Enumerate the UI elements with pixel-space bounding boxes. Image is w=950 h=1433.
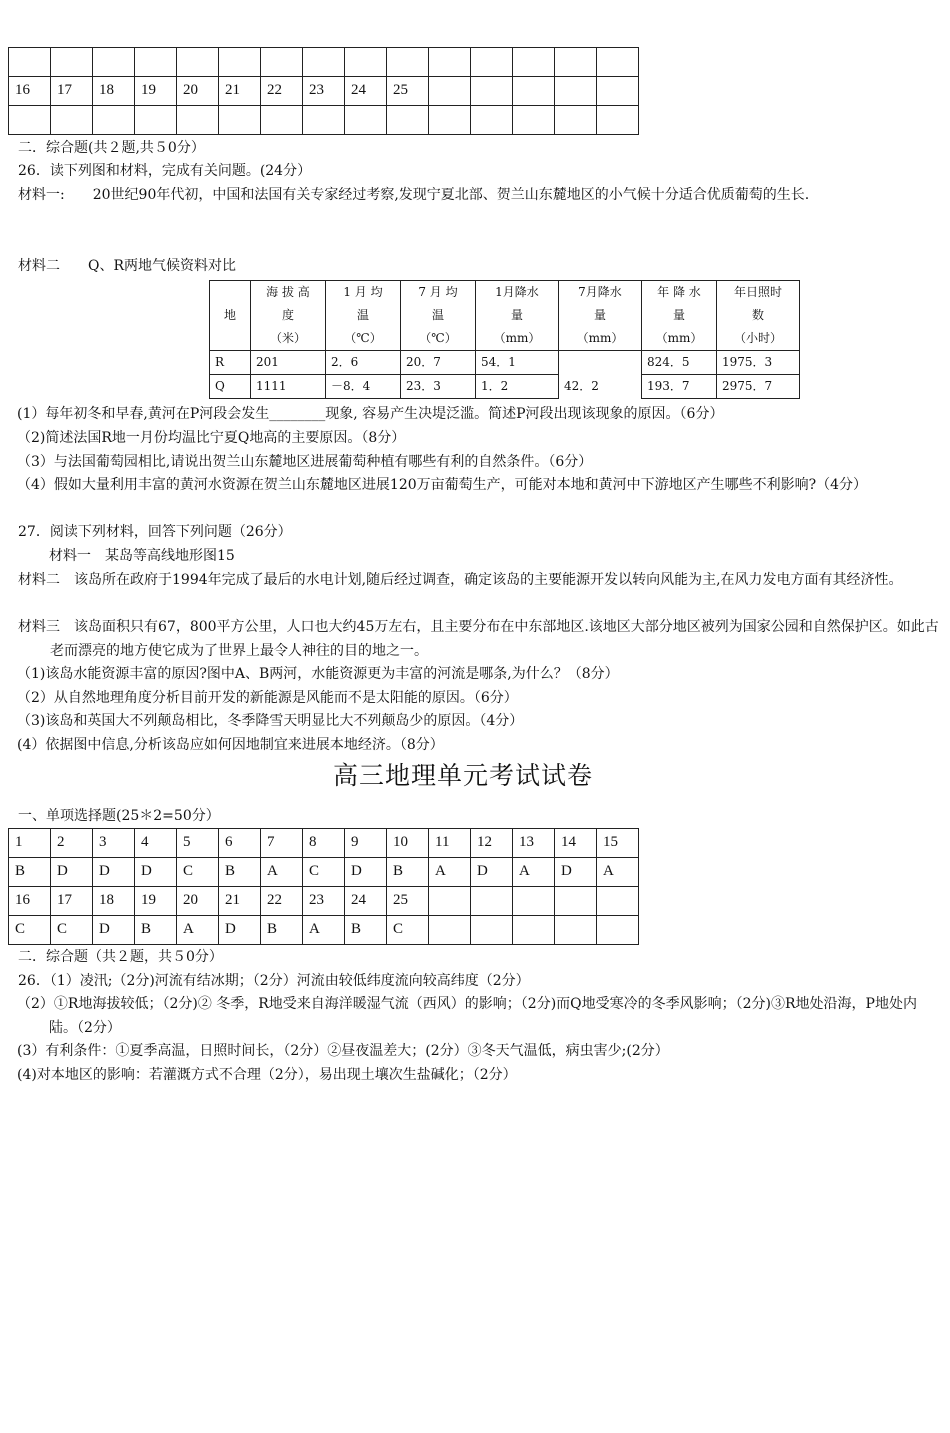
grid-cell: D	[345, 858, 387, 887]
grid-cell	[9, 48, 51, 77]
grid-cell	[597, 916, 639, 945]
grid-row	[9, 829, 639, 858]
answer-key-title: 高三地理单元考试试卷	[332, 761, 593, 790]
grid-cell	[387, 48, 429, 77]
grid-cell	[471, 916, 513, 945]
climate-data-cell: 2975．7	[717, 375, 800, 399]
grid-cell: 2	[51, 829, 93, 858]
climate-header-line: 1月降水	[495, 285, 539, 299]
grid-cell	[597, 77, 639, 106]
climate-data-row	[210, 375, 800, 399]
q27-part3: （3)该岛和英国大不列颠岛相比，冬季降雪天明显比大不列颠岛少的原因。（4分）	[17, 713, 524, 729]
climate-data-cell: 54．1	[476, 351, 559, 375]
grid-cell	[219, 48, 261, 77]
grid-cell	[513, 77, 555, 106]
climate-header-line: 地	[223, 308, 236, 322]
grid-cell	[597, 106, 639, 135]
q27-title: 27．阅读下列材料，回答下列问题（26分）	[18, 524, 292, 540]
climate-header-line: 度	[281, 308, 294, 322]
grid-cell	[51, 106, 93, 135]
grid-cell: 25	[387, 77, 429, 106]
climate-data-cell: 1975．3	[717, 351, 800, 375]
climate-header-line: 年日照时	[733, 285, 782, 299]
grid-cell: 24	[345, 887, 387, 916]
climate-header-line: 海 拔 高	[266, 285, 310, 299]
grid-cell: 19	[135, 77, 177, 106]
grid-row	[9, 858, 639, 887]
climate-header-line: 7 月 均	[418, 285, 458, 299]
grid-cell: C	[177, 858, 219, 887]
climate-header-line: 年 降 水	[657, 285, 701, 299]
grid-cell: 24	[345, 77, 387, 106]
section2-heading: 二．综合题(共２题,共５0分）	[18, 140, 205, 156]
grid-cell: 17	[51, 887, 93, 916]
climate-header-line: （℃）	[344, 331, 382, 345]
grid-cell: 3	[93, 829, 135, 858]
climate-header-cell	[476, 281, 559, 351]
climate-header-line: 量	[672, 308, 685, 322]
grid-cell	[219, 106, 261, 135]
grid-cell: B	[345, 916, 387, 945]
grid-cell: B	[9, 858, 51, 887]
climate-header-line: 温	[431, 308, 444, 322]
grid-cell: 7	[261, 829, 303, 858]
grid-cell: 21	[219, 77, 261, 106]
grid-cell: 13	[513, 829, 555, 858]
climate-header-line: 1 月 均	[343, 285, 383, 299]
grid-cell	[471, 48, 513, 77]
grid-cell: A	[429, 858, 471, 887]
grid-cell	[261, 48, 303, 77]
climate-header-line: （mm）	[576, 331, 624, 345]
q26-part1: (1）每年初冬和早春,黄河在P河段会发生________现象, 容易产生决堤泛滥。简述P河段出现该现象的原因。（6分）	[17, 406, 724, 422]
climate-data-cell: 2．6	[326, 351, 401, 375]
climate-data-cell: 20．7	[401, 351, 476, 375]
grid-cell: 23	[303, 77, 345, 106]
climate-header-line: 温	[356, 308, 369, 322]
grid-cell: 15	[597, 829, 639, 858]
grid-cell	[429, 887, 471, 916]
grid-cell: 17	[51, 77, 93, 106]
grid-cell	[135, 106, 177, 135]
grid-cell: 20	[177, 887, 219, 916]
climate-header-line: （mm）	[493, 331, 541, 345]
grid-row	[9, 916, 639, 945]
climate-header-cell	[210, 281, 251, 351]
grid-cell: 10	[387, 829, 429, 858]
q27-material3: 材料三 该岛面积只有67，800平方公里，人口也大约45万左右，且主要分布在中东部地区.该地区大部分地区被列为国家公园和自然保护区。如此古老而漂亮的地方使它成为了世界上最令人神往的目的地之一。	[18, 619, 939, 659]
climate-data-cell: Q	[210, 375, 251, 399]
grid-cell	[555, 887, 597, 916]
grid-cell	[177, 48, 219, 77]
grid-cell	[597, 887, 639, 916]
climate-data-cell: 824．5	[642, 351, 717, 375]
grid-cell	[345, 48, 387, 77]
q26-title: 26．读下列图和材料，完成有关问题。(24分）	[18, 163, 312, 179]
answer-section2-heading: 二．综合题（共２题，共５0分）	[18, 949, 223, 965]
climate-header-cell	[401, 281, 476, 351]
climate-header-line: 量	[510, 308, 523, 322]
grid-cell: D	[471, 858, 513, 887]
climate-header-line: 数	[751, 308, 764, 322]
grid-cell	[135, 48, 177, 77]
grid-cell	[597, 48, 639, 77]
grid-row	[9, 887, 639, 916]
climate-data-cell: 1．2	[476, 375, 559, 399]
climate-data-cell	[559, 351, 642, 375]
grid-cell: C	[51, 916, 93, 945]
grid-cell: 16	[9, 887, 51, 916]
climate-header-line: 7月降水	[578, 285, 622, 299]
grid-cell: 21	[219, 887, 261, 916]
climate-header-row	[210, 281, 800, 351]
grid-cell: B	[261, 916, 303, 945]
grid-cell	[261, 106, 303, 135]
grid-cell: 11	[429, 829, 471, 858]
answer-26-2: （2）①R地海拔较低；（2分)② 冬季，R地受来自海洋暖湿气流（西风）的影响；（2分)而Q地受寒冷的冬季风影响；（2分)③R地处沿海，P地处内陆。（2分）	[17, 996, 917, 1036]
climate-header-line: （米）	[269, 331, 306, 345]
grid-cell	[93, 48, 135, 77]
grid-cell: B	[387, 858, 429, 887]
grid-cell: 20	[177, 77, 219, 106]
grid-cell: 22	[261, 77, 303, 106]
grid-cell	[429, 48, 471, 77]
grid-cell: 23	[303, 887, 345, 916]
climate-header-cell	[251, 281, 326, 351]
grid-cell	[429, 916, 471, 945]
q27-material2: 材料二 该岛所在政府于1994年完成了最后的水电计划,随后经过调查，确定该岛的主要能源开发以转向风能为主,在风力发电方面有其经济性。	[18, 572, 903, 588]
climate-data-cell: 23．3	[401, 375, 476, 399]
grid-cell: B	[135, 916, 177, 945]
top-answer-grid	[8, 47, 639, 135]
grid-cell: 12	[471, 829, 513, 858]
grid-cell	[429, 106, 471, 135]
climate-comparison-table	[209, 280, 800, 399]
q27-part1: （1)该岛水能资源丰富的原因?图中A、B两河，水能资源更为丰富的河流是哪条,为什么？（8分）	[17, 666, 619, 682]
grid-cell	[429, 77, 471, 106]
grid-cell: 4	[135, 829, 177, 858]
grid-cell: D	[93, 858, 135, 887]
grid-cell: A	[261, 858, 303, 887]
q27-part4: (4）依据图中信息,分析该岛应如何因地制宜来进展本地经济。（8分）	[17, 737, 444, 753]
climate-header-line: （mm）	[655, 331, 703, 345]
grid-cell: C	[303, 858, 345, 887]
climate-data-cell: 42．2	[559, 375, 642, 399]
grid-cell: C	[387, 916, 429, 945]
grid-cell	[471, 887, 513, 916]
answer-key-grid	[8, 828, 639, 945]
grid-cell	[9, 106, 51, 135]
grid-cell: D	[219, 916, 261, 945]
grid-row	[9, 106, 639, 135]
grid-row	[9, 48, 639, 77]
grid-cell: 25	[387, 887, 429, 916]
grid-cell: 6	[219, 829, 261, 858]
q26-part4: （4）假如大量利用丰富的黄河水资源在贺兰山东麓地区进展120万亩葡萄生产，可能对本地和黄河中下游地区产生哪些不利影响?（4分）	[17, 477, 868, 493]
grid-cell	[303, 48, 345, 77]
grid-cell	[513, 916, 555, 945]
grid-cell	[555, 77, 597, 106]
grid-cell	[93, 106, 135, 135]
climate-data-cell: 193．7	[642, 375, 717, 399]
answer-26-4: (4)对本地区的影响：若灌溉方式不合理（2分），易出现土壤次生盐碱化；（2分）	[17, 1067, 517, 1083]
grid-cell: 9	[345, 829, 387, 858]
grid-cell: D	[51, 858, 93, 887]
grid-cell: 18	[93, 77, 135, 106]
grid-cell: B	[219, 858, 261, 887]
grid-cell: 5	[177, 829, 219, 858]
climate-header-line: 量	[593, 308, 606, 322]
grid-cell	[513, 48, 555, 77]
grid-cell	[303, 106, 345, 135]
climate-header-line: （℃）	[419, 331, 457, 345]
grid-cell	[345, 106, 387, 135]
grid-cell: 22	[261, 887, 303, 916]
answer-section1-heading: 一、单项选择题(25＊2=50分）	[18, 808, 220, 824]
grid-cell: A	[303, 916, 345, 945]
grid-cell: A	[177, 916, 219, 945]
grid-cell: 1	[9, 829, 51, 858]
grid-cell	[177, 106, 219, 135]
grid-cell: C	[9, 916, 51, 945]
grid-cell	[555, 106, 597, 135]
grid-cell: 8	[303, 829, 345, 858]
grid-cell: D	[135, 858, 177, 887]
grid-cell: 16	[9, 77, 51, 106]
q26-part3: （3）与法国葡萄园相比,请说出贺兰山东麓地区进展葡萄种植有哪些有利的自然条件。（6分）	[17, 454, 593, 470]
climate-data-cell: －8．4	[326, 375, 401, 399]
q26-material1: 材料一: 20世纪90年代初，中国和法国有关专家经过考察,发现宁夏北部、贺兰山东麓地区的小气候十分适合优质葡萄的生长.	[18, 187, 810, 203]
grid-cell	[51, 48, 93, 77]
climate-header-line: （小时）	[733, 331, 782, 345]
climate-header-cell	[642, 281, 717, 351]
grid-cell: 19	[135, 887, 177, 916]
grid-cell	[513, 887, 555, 916]
grid-cell	[387, 106, 429, 135]
climate-data-cell: R	[210, 351, 251, 375]
answer-26-1: 26．（1）凌汛;（2分)河流有结冰期；（2分）河流由较低纬度流向较高纬度（2分）	[18, 973, 530, 989]
climate-data-cell: 1111	[251, 375, 326, 399]
climate-data-cell: 201	[251, 351, 326, 375]
grid-cell	[471, 77, 513, 106]
q27-material1: 材料一 某岛等高线地形图15	[49, 548, 235, 564]
grid-cell: A	[597, 858, 639, 887]
grid-cell: 14	[555, 829, 597, 858]
climate-header-cell	[717, 281, 800, 351]
grid-cell: D	[555, 858, 597, 887]
climate-header-cell	[559, 281, 642, 351]
climate-data-row	[210, 351, 800, 375]
climate-header-cell	[326, 281, 401, 351]
q26-part2: （2)简述法国R地一月份均温比宁夏Q地高的主要原因。（8分）	[17, 430, 406, 446]
grid-cell	[471, 106, 513, 135]
answer-26-3: (3）有利条件：①夏季高温，日照时间长，（2分）②昼夜温差大；(2分）③冬天气温低，病虫害少;(2分）	[17, 1043, 669, 1059]
grid-cell: 18	[93, 887, 135, 916]
grid-cell	[513, 106, 555, 135]
q27-part2: （2）从自然地理角度分析目前开发的新能源是风能而不是太阳能的原因。（6分）	[17, 690, 518, 706]
q26-material2-title: 材料二 Q、R两地气候资料对比	[18, 258, 237, 274]
grid-row	[9, 77, 639, 106]
grid-cell: D	[93, 916, 135, 945]
grid-cell	[555, 48, 597, 77]
grid-cell	[555, 916, 597, 945]
grid-cell: A	[513, 858, 555, 887]
